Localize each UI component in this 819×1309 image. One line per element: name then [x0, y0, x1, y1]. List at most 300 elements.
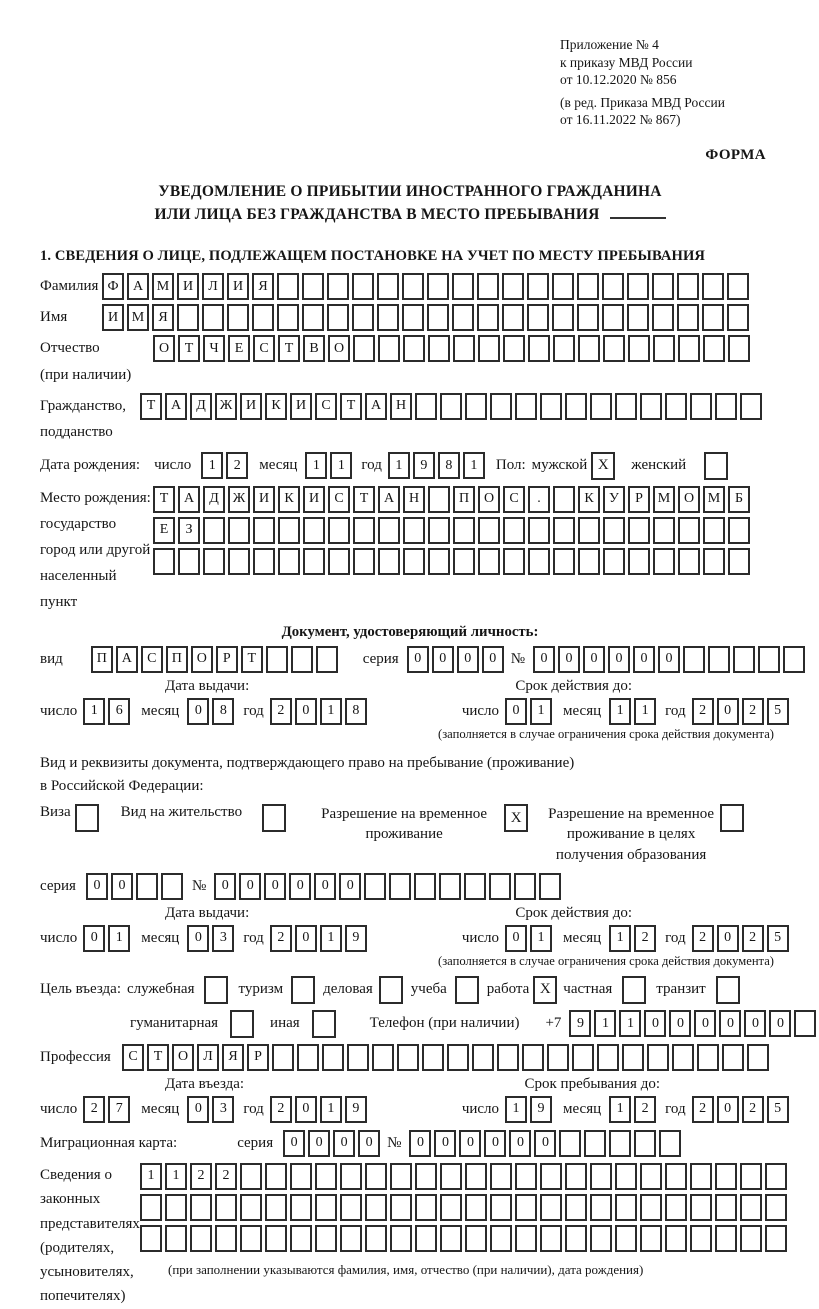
- char-cell[interactable]: [640, 393, 662, 420]
- char-cell[interactable]: 2: [270, 1096, 292, 1123]
- char-cell[interactable]: [622, 1044, 644, 1071]
- char-cell[interactable]: [503, 548, 525, 575]
- char-cell[interactable]: [615, 1194, 637, 1221]
- char-cell[interactable]: [240, 1163, 262, 1190]
- char-cell[interactable]: [715, 1194, 737, 1221]
- char-cell[interactable]: [502, 304, 524, 331]
- char-cell[interactable]: [490, 1163, 512, 1190]
- char-cell[interactable]: [390, 1194, 412, 1221]
- char-cell[interactable]: А: [116, 646, 138, 673]
- char-cell[interactable]: [265, 1225, 287, 1252]
- char-cell[interactable]: [315, 1163, 337, 1190]
- char-cell[interactable]: И: [303, 486, 325, 513]
- char-cell[interactable]: Е: [153, 517, 175, 544]
- char-cell[interactable]: [678, 517, 700, 544]
- char-cell[interactable]: [678, 548, 700, 575]
- char-cell[interactable]: [464, 873, 486, 900]
- char-cell[interactable]: М: [127, 304, 149, 331]
- char-cell[interactable]: [794, 1010, 816, 1037]
- char-cell[interactable]: [340, 1163, 362, 1190]
- char-cell[interactable]: [478, 548, 500, 575]
- char-cell[interactable]: [690, 393, 712, 420]
- char-cell[interactable]: [377, 304, 399, 331]
- char-cell[interactable]: [502, 273, 524, 300]
- char-cell[interactable]: 0: [187, 698, 209, 725]
- char-cell[interactable]: 8: [438, 452, 460, 479]
- char-cell[interactable]: [352, 304, 374, 331]
- char-cell[interactable]: [603, 517, 625, 544]
- char-cell[interactable]: 0: [86, 873, 108, 900]
- purpose-business-checkbox[interactable]: [379, 976, 403, 1004]
- char-cell[interactable]: С: [328, 486, 350, 513]
- char-cell[interactable]: [415, 1225, 437, 1252]
- char-cell[interactable]: [490, 393, 512, 420]
- char-cell[interactable]: [390, 1225, 412, 1252]
- char-cell[interactable]: [727, 304, 749, 331]
- char-cell[interactable]: [653, 548, 675, 575]
- char-cell[interactable]: [552, 273, 574, 300]
- char-cell[interactable]: 0: [744, 1010, 766, 1037]
- char-cell[interactable]: [353, 517, 375, 544]
- char-cell[interactable]: 0: [459, 1130, 481, 1157]
- char-cell[interactable]: [440, 1225, 462, 1252]
- char-cell[interactable]: [422, 1044, 444, 1071]
- char-cell[interactable]: [161, 873, 183, 900]
- char-cell[interactable]: [758, 646, 780, 673]
- char-cell[interactable]: 2: [270, 925, 292, 952]
- char-cell[interactable]: [315, 1225, 337, 1252]
- char-cell[interactable]: [340, 1225, 362, 1252]
- char-cell[interactable]: 9: [569, 1010, 591, 1037]
- char-cell[interactable]: [540, 1225, 562, 1252]
- char-cell[interactable]: У: [603, 486, 625, 513]
- char-cell[interactable]: 0: [669, 1010, 691, 1037]
- char-cell[interactable]: [565, 1194, 587, 1221]
- char-cell[interactable]: 5: [767, 698, 789, 725]
- char-cell[interactable]: [277, 273, 299, 300]
- char-cell[interactable]: 0: [83, 925, 105, 952]
- char-cell[interactable]: Я: [252, 273, 274, 300]
- char-cell[interactable]: [528, 335, 550, 362]
- char-cell[interactable]: [615, 1225, 637, 1252]
- char-cell[interactable]: [597, 1044, 619, 1071]
- char-cell[interactable]: [728, 335, 750, 362]
- char-cell[interactable]: [327, 273, 349, 300]
- char-cell[interactable]: [202, 304, 224, 331]
- char-cell[interactable]: [497, 1044, 519, 1071]
- char-cell[interactable]: [402, 273, 424, 300]
- char-cell[interactable]: 1: [305, 452, 327, 479]
- char-cell[interactable]: [140, 1225, 162, 1252]
- char-cell[interactable]: Ф: [102, 273, 124, 300]
- char-cell[interactable]: [727, 273, 749, 300]
- char-cell[interactable]: 0: [505, 698, 527, 725]
- char-cell[interactable]: [702, 273, 724, 300]
- visa-checkbox[interactable]: [75, 804, 99, 832]
- char-cell[interactable]: 2: [692, 925, 714, 952]
- char-cell[interactable]: 0: [484, 1130, 506, 1157]
- char-cell[interactable]: [765, 1225, 787, 1252]
- char-cell[interactable]: [603, 548, 625, 575]
- char-cell[interactable]: [327, 304, 349, 331]
- char-cell[interactable]: [715, 1163, 737, 1190]
- char-cell[interactable]: С: [503, 486, 525, 513]
- char-cell[interactable]: 0: [717, 1096, 739, 1123]
- char-cell[interactable]: А: [378, 486, 400, 513]
- char-cell[interactable]: 5: [767, 925, 789, 952]
- char-cell[interactable]: 0: [308, 1130, 330, 1157]
- char-cell[interactable]: [365, 1194, 387, 1221]
- char-cell[interactable]: [678, 335, 700, 362]
- char-cell[interactable]: [453, 517, 475, 544]
- char-cell[interactable]: М: [152, 273, 174, 300]
- char-cell[interactable]: 2: [226, 452, 248, 479]
- char-cell[interactable]: А: [178, 486, 200, 513]
- char-cell[interactable]: К: [278, 486, 300, 513]
- char-cell[interactable]: [177, 304, 199, 331]
- char-cell[interactable]: [266, 646, 288, 673]
- char-cell[interactable]: [453, 548, 475, 575]
- char-cell[interactable]: [215, 1194, 237, 1221]
- char-cell[interactable]: [652, 273, 674, 300]
- char-cell[interactable]: [415, 1163, 437, 1190]
- char-cell[interactable]: [628, 548, 650, 575]
- char-cell[interactable]: Д: [190, 393, 212, 420]
- char-cell[interactable]: 0: [769, 1010, 791, 1037]
- char-cell[interactable]: З: [178, 517, 200, 544]
- char-cell[interactable]: [178, 548, 200, 575]
- char-cell[interactable]: [397, 1044, 419, 1071]
- char-cell[interactable]: [328, 517, 350, 544]
- char-cell[interactable]: [228, 548, 250, 575]
- char-cell[interactable]: [603, 335, 625, 362]
- char-cell[interactable]: [640, 1225, 662, 1252]
- char-cell[interactable]: [265, 1194, 287, 1221]
- purpose-official-checkbox[interactable]: [204, 976, 228, 1004]
- char-cell[interactable]: 9: [530, 1096, 552, 1123]
- char-cell[interactable]: [665, 1163, 687, 1190]
- char-cell[interactable]: 1: [320, 698, 342, 725]
- char-cell[interactable]: [522, 1044, 544, 1071]
- char-cell[interactable]: [747, 1044, 769, 1071]
- char-cell[interactable]: [765, 1194, 787, 1221]
- char-cell[interactable]: [653, 517, 675, 544]
- char-cell[interactable]: [428, 548, 450, 575]
- char-cell[interactable]: [515, 1194, 537, 1221]
- char-cell[interactable]: [228, 517, 250, 544]
- char-cell[interactable]: Л: [197, 1044, 219, 1071]
- char-cell[interactable]: 1: [505, 1096, 527, 1123]
- char-cell[interactable]: Т: [278, 335, 300, 362]
- char-cell[interactable]: [652, 304, 674, 331]
- char-cell[interactable]: Т: [353, 486, 375, 513]
- char-cell[interactable]: [227, 304, 249, 331]
- char-cell[interactable]: 0: [658, 646, 680, 673]
- char-cell[interactable]: [303, 548, 325, 575]
- char-cell[interactable]: 9: [413, 452, 435, 479]
- char-cell[interactable]: И: [240, 393, 262, 420]
- char-cell[interactable]: Б: [728, 486, 750, 513]
- char-cell[interactable]: А: [127, 273, 149, 300]
- char-cell[interactable]: [577, 273, 599, 300]
- char-cell[interactable]: [365, 1225, 387, 1252]
- char-cell[interactable]: 2: [270, 698, 292, 725]
- char-cell[interactable]: [708, 646, 730, 673]
- char-cell[interactable]: [452, 273, 474, 300]
- purpose-study-checkbox[interactable]: [455, 976, 479, 1004]
- char-cell[interactable]: [290, 1194, 312, 1221]
- char-cell[interactable]: [634, 1130, 656, 1157]
- char-cell[interactable]: Т: [241, 646, 263, 673]
- char-cell[interactable]: [627, 304, 649, 331]
- char-cell[interactable]: О: [153, 335, 175, 362]
- char-cell[interactable]: Т: [340, 393, 362, 420]
- char-cell[interactable]: 0: [608, 646, 630, 673]
- char-cell[interactable]: [690, 1225, 712, 1252]
- char-cell[interactable]: [240, 1225, 262, 1252]
- char-cell[interactable]: [428, 486, 450, 513]
- char-cell[interactable]: И: [253, 486, 275, 513]
- char-cell[interactable]: 1: [108, 925, 130, 952]
- sex-female-checkbox[interactable]: [704, 452, 728, 480]
- char-cell[interactable]: Н: [403, 486, 425, 513]
- char-cell[interactable]: [590, 393, 612, 420]
- char-cell[interactable]: [316, 646, 338, 673]
- char-cell[interactable]: [215, 1225, 237, 1252]
- char-cell[interactable]: [203, 517, 225, 544]
- char-cell[interactable]: 0: [339, 873, 361, 900]
- char-cell[interactable]: [528, 548, 550, 575]
- char-cell[interactable]: [277, 304, 299, 331]
- purpose-other-checkbox[interactable]: [312, 1010, 336, 1038]
- char-cell[interactable]: М: [653, 486, 675, 513]
- char-cell[interactable]: 0: [432, 646, 454, 673]
- char-cell[interactable]: [722, 1044, 744, 1071]
- char-cell[interactable]: [702, 304, 724, 331]
- char-cell[interactable]: [540, 393, 562, 420]
- char-cell[interactable]: А: [365, 393, 387, 420]
- char-cell[interactable]: [389, 873, 411, 900]
- char-cell[interactable]: 1: [619, 1010, 641, 1037]
- char-cell[interactable]: [715, 1225, 737, 1252]
- char-cell[interactable]: [728, 517, 750, 544]
- char-cell[interactable]: [415, 1194, 437, 1221]
- char-cell[interactable]: М: [703, 486, 725, 513]
- char-cell[interactable]: [378, 517, 400, 544]
- char-cell[interactable]: 0: [407, 646, 429, 673]
- char-cell[interactable]: [578, 548, 600, 575]
- char-cell[interactable]: О: [678, 486, 700, 513]
- char-cell[interactable]: [302, 304, 324, 331]
- char-cell[interactable]: 0: [214, 873, 236, 900]
- char-cell[interactable]: 0: [295, 925, 317, 952]
- char-cell[interactable]: [590, 1194, 612, 1221]
- char-cell[interactable]: [578, 335, 600, 362]
- char-cell[interactable]: Т: [147, 1044, 169, 1071]
- char-cell[interactable]: 2: [83, 1096, 105, 1123]
- char-cell[interactable]: 1: [609, 925, 631, 952]
- char-cell[interactable]: 1: [634, 698, 656, 725]
- char-cell[interactable]: 0: [314, 873, 336, 900]
- char-cell[interactable]: [703, 335, 725, 362]
- char-cell[interactable]: [328, 548, 350, 575]
- char-cell[interactable]: [540, 1163, 562, 1190]
- char-cell[interactable]: [765, 1163, 787, 1190]
- char-cell[interactable]: [783, 646, 805, 673]
- char-cell[interactable]: Я: [152, 304, 174, 331]
- char-cell[interactable]: [478, 517, 500, 544]
- char-cell[interactable]: [477, 273, 499, 300]
- purpose-tourism-checkbox[interactable]: [291, 976, 315, 1004]
- char-cell[interactable]: [364, 873, 386, 900]
- purpose-private-checkbox[interactable]: [622, 976, 646, 1004]
- char-cell[interactable]: [353, 548, 375, 575]
- purpose-transit-checkbox[interactable]: [716, 976, 740, 1004]
- char-cell[interactable]: [527, 273, 549, 300]
- char-cell[interactable]: И: [177, 273, 199, 300]
- char-cell[interactable]: Ж: [215, 393, 237, 420]
- char-cell[interactable]: Е: [228, 335, 250, 362]
- char-cell[interactable]: [728, 548, 750, 575]
- char-cell[interactable]: [378, 548, 400, 575]
- char-cell[interactable]: 1: [330, 452, 352, 479]
- char-cell[interactable]: 0: [717, 698, 739, 725]
- char-cell[interactable]: [403, 335, 425, 362]
- char-cell[interactable]: Я: [222, 1044, 244, 1071]
- char-cell[interactable]: [415, 393, 437, 420]
- char-cell[interactable]: 2: [742, 925, 764, 952]
- char-cell[interactable]: 3: [212, 925, 234, 952]
- char-cell[interactable]: Р: [247, 1044, 269, 1071]
- char-cell[interactable]: [553, 548, 575, 575]
- char-cell[interactable]: [472, 1044, 494, 1071]
- char-cell[interactable]: [677, 273, 699, 300]
- char-cell[interactable]: [628, 335, 650, 362]
- char-cell[interactable]: [672, 1044, 694, 1071]
- char-cell[interactable]: [489, 873, 511, 900]
- char-cell[interactable]: [290, 1163, 312, 1190]
- char-cell[interactable]: П: [166, 646, 188, 673]
- char-cell[interactable]: Р: [216, 646, 238, 673]
- char-cell[interactable]: 0: [482, 646, 504, 673]
- char-cell[interactable]: 1: [594, 1010, 616, 1037]
- char-cell[interactable]: [290, 1225, 312, 1252]
- char-cell[interactable]: 0: [295, 1096, 317, 1123]
- char-cell[interactable]: [465, 1194, 487, 1221]
- char-cell[interactable]: [428, 335, 450, 362]
- char-cell[interactable]: [602, 273, 624, 300]
- char-cell[interactable]: [278, 548, 300, 575]
- char-cell[interactable]: 1: [609, 1096, 631, 1123]
- char-cell[interactable]: [572, 1044, 594, 1071]
- char-cell[interactable]: [272, 1044, 294, 1071]
- temp-residence-education-checkbox[interactable]: [720, 804, 744, 832]
- char-cell[interactable]: 0: [694, 1010, 716, 1037]
- char-cell[interactable]: [303, 517, 325, 544]
- char-cell[interactable]: [615, 1163, 637, 1190]
- char-cell[interactable]: [627, 273, 649, 300]
- char-cell[interactable]: [715, 393, 737, 420]
- char-cell[interactable]: [414, 873, 436, 900]
- residence-permit-checkbox[interactable]: [262, 804, 286, 832]
- char-cell[interactable]: [297, 1044, 319, 1071]
- char-cell[interactable]: [565, 1163, 587, 1190]
- char-cell[interactable]: [452, 304, 474, 331]
- char-cell[interactable]: [640, 1163, 662, 1190]
- char-cell[interactable]: [403, 517, 425, 544]
- char-cell[interactable]: [165, 1225, 187, 1252]
- char-cell[interactable]: 9: [345, 925, 367, 952]
- char-cell[interactable]: [552, 304, 574, 331]
- char-cell[interactable]: [390, 1163, 412, 1190]
- char-cell[interactable]: [740, 1163, 762, 1190]
- purpose-work-checkbox[interactable]: X: [533, 976, 557, 1004]
- char-cell[interactable]: Н: [390, 393, 412, 420]
- char-cell[interactable]: И: [102, 304, 124, 331]
- char-cell[interactable]: 9: [345, 1096, 367, 1123]
- char-cell[interactable]: [353, 335, 375, 362]
- char-cell[interactable]: [490, 1194, 512, 1221]
- char-cell[interactable]: [440, 393, 462, 420]
- char-cell[interactable]: [609, 1130, 631, 1157]
- char-cell[interactable]: [440, 1163, 462, 1190]
- char-cell[interactable]: 0: [457, 646, 479, 673]
- char-cell[interactable]: [577, 304, 599, 331]
- char-cell[interactable]: 2: [190, 1163, 212, 1190]
- char-cell[interactable]: [315, 1194, 337, 1221]
- char-cell[interactable]: [703, 548, 725, 575]
- char-cell[interactable]: К: [578, 486, 600, 513]
- char-cell[interactable]: Ч: [203, 335, 225, 362]
- char-cell[interactable]: 0: [187, 1096, 209, 1123]
- char-cell[interactable]: 1: [140, 1163, 162, 1190]
- char-cell[interactable]: 7: [108, 1096, 130, 1123]
- char-cell[interactable]: [440, 1194, 462, 1221]
- char-cell[interactable]: [136, 873, 158, 900]
- char-cell[interactable]: 1: [609, 698, 631, 725]
- char-cell[interactable]: [352, 273, 374, 300]
- char-cell[interactable]: [553, 486, 575, 513]
- char-cell[interactable]: [578, 517, 600, 544]
- char-cell[interactable]: [553, 517, 575, 544]
- char-cell[interactable]: С: [315, 393, 337, 420]
- char-cell[interactable]: Ж: [228, 486, 250, 513]
- char-cell[interactable]: 1: [530, 925, 552, 952]
- char-cell[interactable]: [340, 1194, 362, 1221]
- char-cell[interactable]: [165, 1194, 187, 1221]
- char-cell[interactable]: И: [227, 273, 249, 300]
- char-cell[interactable]: 1: [165, 1163, 187, 1190]
- char-cell[interactable]: О: [328, 335, 350, 362]
- char-cell[interactable]: 5: [767, 1096, 789, 1123]
- char-cell[interactable]: [427, 273, 449, 300]
- char-cell[interactable]: 1: [201, 452, 223, 479]
- char-cell[interactable]: И: [290, 393, 312, 420]
- char-cell[interactable]: [590, 1163, 612, 1190]
- char-cell[interactable]: Т: [140, 393, 162, 420]
- char-cell[interactable]: [253, 548, 275, 575]
- char-cell[interactable]: Д: [203, 486, 225, 513]
- char-cell[interactable]: [503, 517, 525, 544]
- char-cell[interactable]: [559, 1130, 581, 1157]
- char-cell[interactable]: 2: [634, 925, 656, 952]
- char-cell[interactable]: [253, 517, 275, 544]
- char-cell[interactable]: 0: [583, 646, 605, 673]
- char-cell[interactable]: П: [91, 646, 113, 673]
- char-cell[interactable]: 0: [533, 646, 555, 673]
- char-cell[interactable]: [565, 393, 587, 420]
- char-cell[interactable]: [690, 1163, 712, 1190]
